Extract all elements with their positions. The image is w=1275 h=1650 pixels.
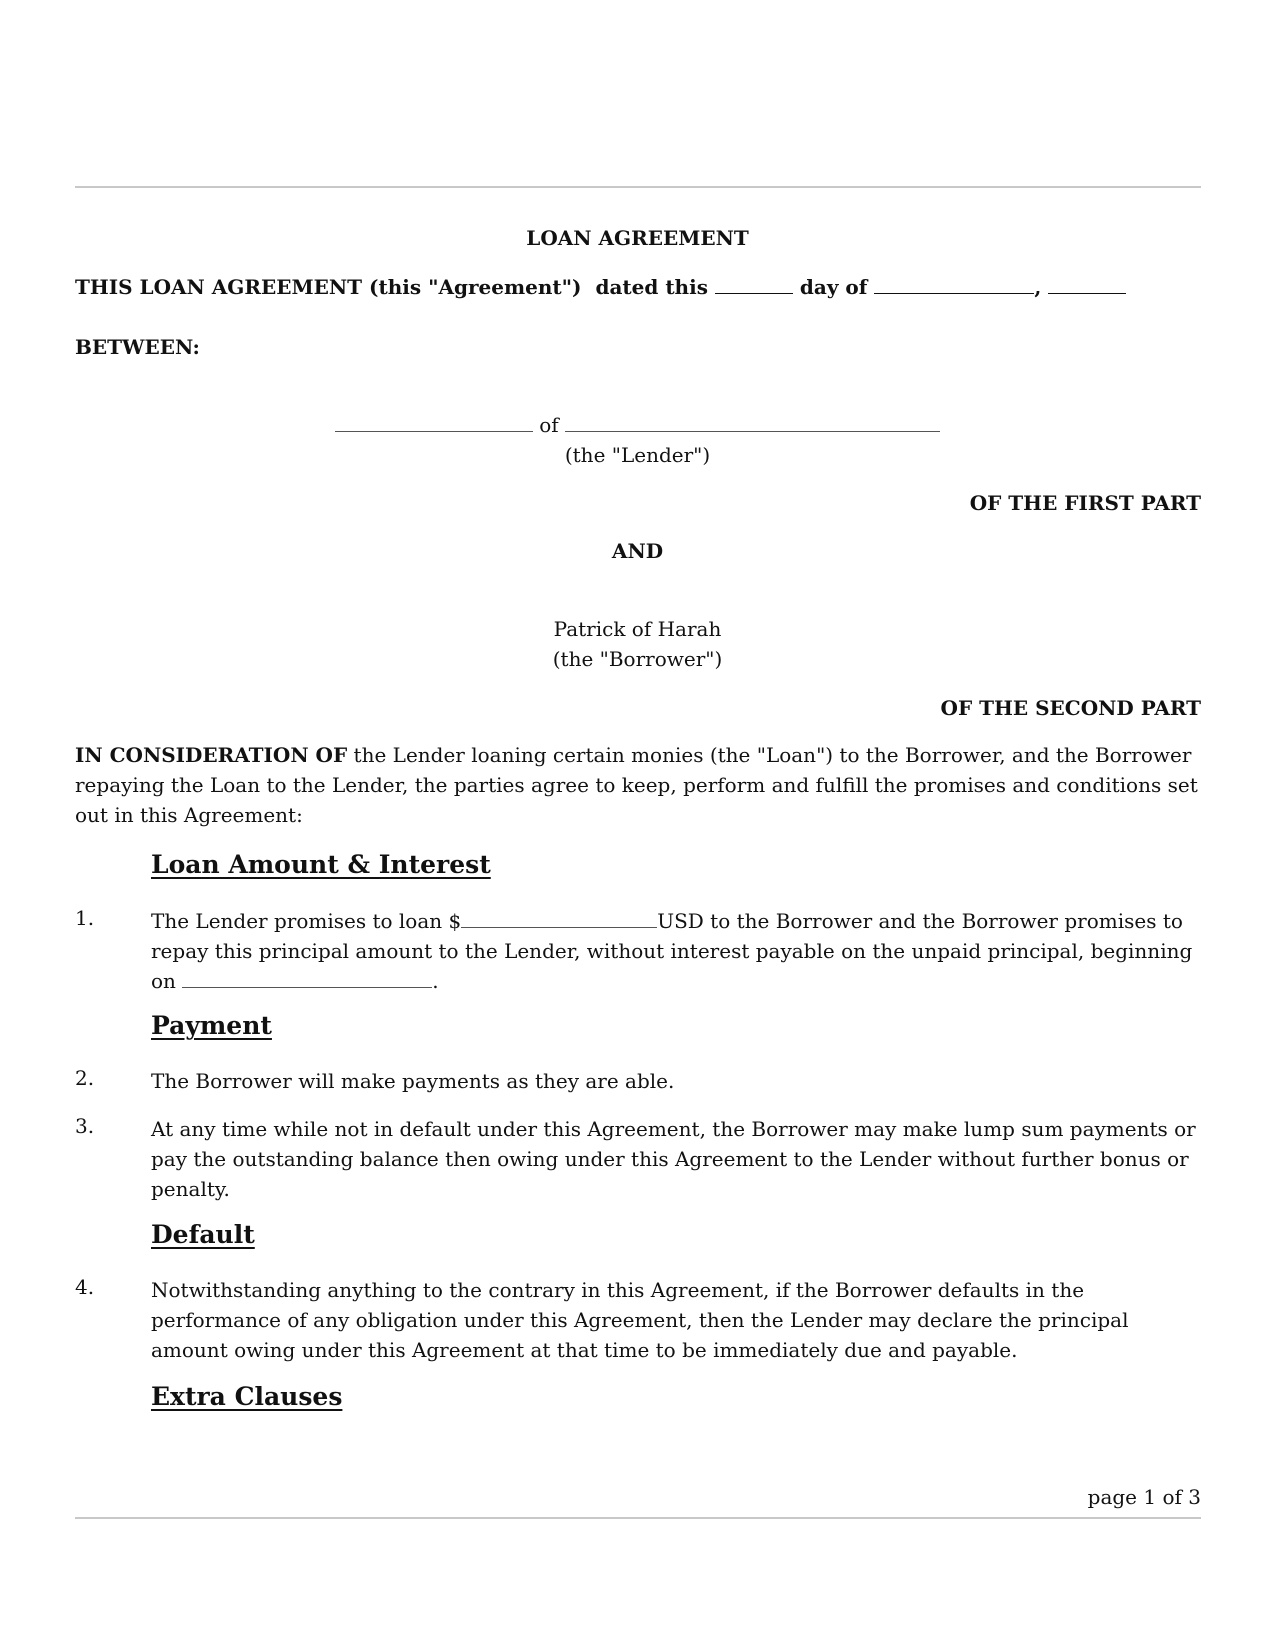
consideration-lead: IN CONSIDERATION OF — [75, 743, 348, 767]
default-heading: Default — [151, 1220, 255, 1249]
intro-day-of-text: day of — [799, 275, 868, 299]
clause-prepayment: At any time while not in default under this Agreement, the Borrower may make lump sum payments or pay the outstanding balance then owing under this Agreement to the Lender without further bonus or penalty. — [151, 1117, 1196, 1201]
loan-amount-blank[interactable] — [461, 926, 657, 928]
and-label: AND — [611, 539, 664, 563]
first-part-label: OF THE FIRST PART — [969, 491, 1201, 515]
lender-address-blank[interactable] — [565, 430, 940, 432]
year-blank[interactable] — [1048, 292, 1126, 294]
intro-dated-text: dated this — [595, 275, 708, 299]
clause-1-text-b: USD to the Borrower and the Borrower promises to repay this principal amount to the Lender, without interest payable on the unpaid principal, beginning on — [151, 909, 1193, 993]
day-blank[interactable] — [715, 292, 793, 294]
payment-heading: Payment — [151, 1011, 272, 1040]
clause-payments: The Borrower will make payments as they are able. — [151, 1069, 675, 1093]
top-divider — [75, 186, 1201, 188]
page-number: page 1 of 3 — [1087, 1485, 1201, 1509]
borrower-role: (the "Borrower") — [552, 647, 723, 671]
intro-comma: , — [1034, 275, 1042, 299]
extra-clauses-heading: Extra Clauses — [151, 1382, 343, 1411]
clause-default: Notwithstanding anything to the contrary in this Agreement, if the Borrower defaults in the performance of any obligation under this Agreement, then the Lender may declare the principal amount owing under this Agreement at that time to be immediately due and payable. — [151, 1278, 1129, 1362]
clause-number: 4. — [75, 1275, 95, 1299]
start-date-blank[interactable] — [182, 986, 432, 988]
clause-number: 1. — [75, 906, 95, 930]
clause-number: 3. — [75, 1114, 95, 1138]
lender-line — [0, 413, 1275, 437]
clause-1-text-c: . — [432, 969, 439, 993]
intro-line — [75, 275, 1126, 299]
intro-text: THIS LOAN AGREEMENT (this "Agreement") — [75, 275, 582, 299]
second-part-label: OF THE SECOND PART — [940, 696, 1201, 720]
between-label: BETWEEN: — [75, 335, 200, 359]
lender-role: (the "Lender") — [564, 443, 711, 467]
lender-name-blank[interactable] — [335, 430, 533, 432]
clause-loan-amount — [151, 906, 1201, 996]
borrower-name: Patrick of Harah — [553, 617, 722, 641]
loan-amount-heading: Loan Amount & Interest — [151, 850, 491, 879]
lender-of-label: of — [539, 413, 559, 437]
clause-number: 2. — [75, 1066, 95, 1090]
bottom-divider — [75, 1517, 1201, 1519]
month-blank[interactable] — [874, 292, 1034, 294]
clause-1-text-a: The Lender promises to loan $ — [151, 909, 462, 933]
consideration-text: the Lender loaning certain monies (the "Loan") to the Borrower, and the Borrower repaying the Loan to the Lender, the parties agree to keep, perform and fulfill the promises and conditions set out in this Agreement: — [75, 743, 1198, 827]
consideration-paragraph — [75, 740, 1201, 830]
document-title: LOAN AGREEMENT — [526, 226, 749, 250]
